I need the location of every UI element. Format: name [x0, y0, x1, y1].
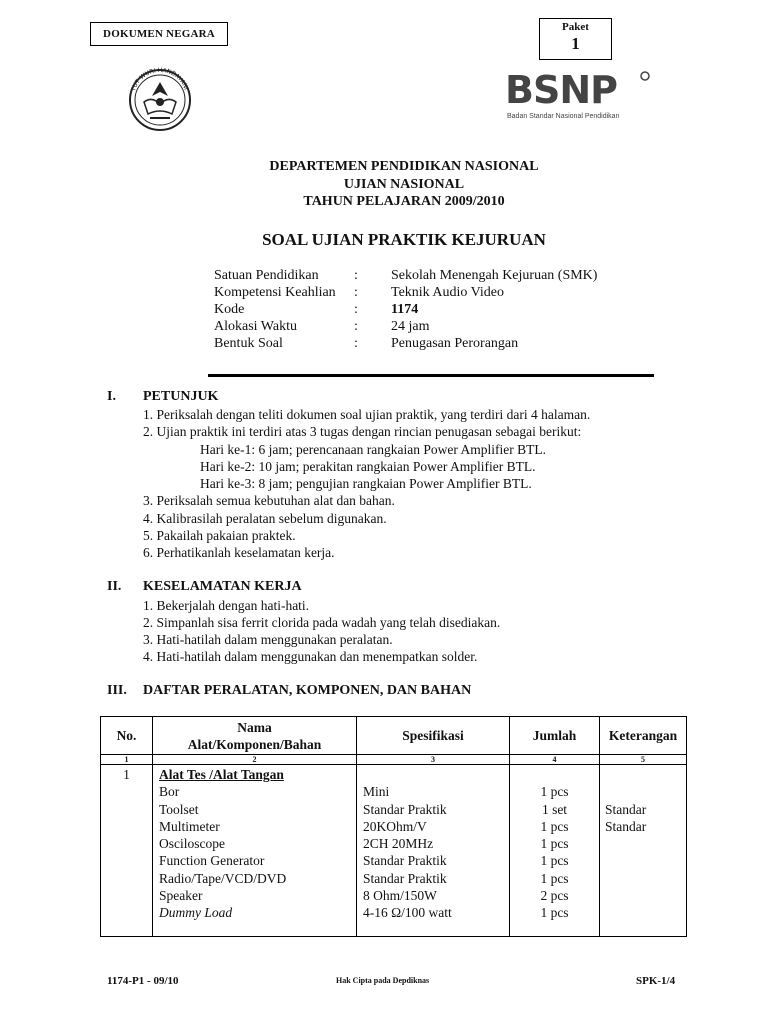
- paket-number: 1: [571, 34, 580, 53]
- sec1-item: 5. Pakailah pakaian praktek.: [143, 528, 296, 543]
- paket-label: Paket: [562, 21, 589, 33]
- footer-code: 1174-P1 - 09/10: [107, 975, 179, 987]
- info-value: 24 jam: [391, 319, 430, 334]
- item-spec: 8 Ohm/150W: [363, 888, 437, 904]
- item-jumlah: 1 pcs: [540, 836, 569, 852]
- tut-wuri-seal-icon: [122, 62, 198, 132]
- item-nama: Dummy Load: [159, 905, 233, 921]
- sec1-item: 6. Perhatikanlah keselamatan kerja.: [143, 545, 335, 560]
- info-sep: :: [354, 336, 358, 351]
- svg-text:BSNP: BSNP: [505, 70, 617, 108]
- sec2-item: 3. Hati-hatilah dalam menggunakan peralatan.: [143, 632, 393, 647]
- col-number: 3: [357, 755, 510, 765]
- info-value: Sekolah Menengah Kejuruan (SMK): [391, 268, 598, 283]
- doc-label: DOKUMEN NEGARA: [103, 28, 215, 40]
- col-number: 5: [600, 755, 687, 765]
- info-value: Teknik Audio Video: [391, 285, 505, 300]
- item-jumlah: 1 set: [541, 801, 568, 817]
- doc-label-box: [90, 22, 228, 46]
- item-spec: Standar Praktik: [363, 801, 447, 817]
- item-ket: [605, 783, 686, 800]
- paket-box: [539, 18, 612, 60]
- item-jumlah: 1 pcs: [540, 853, 569, 869]
- jumlah-column: [510, 765, 600, 937]
- item-nama: Function Generator: [159, 853, 265, 869]
- header-spesifikasi: Spesifikasi: [357, 717, 510, 755]
- item-nama: Radio/Tape/VCD/DVD: [159, 870, 287, 886]
- sec1-title: PETUNJUK: [143, 389, 219, 404]
- info-label: Kode: [214, 302, 245, 317]
- item-spec: Standar Praktik: [363, 870, 447, 886]
- header-no: No.: [101, 717, 153, 755]
- info-label: Alokasi Waktu: [214, 319, 297, 334]
- sec2-title: KESELAMATAN KERJA: [143, 579, 302, 594]
- item-jumlah: 2 pcs: [540, 888, 569, 904]
- sec1-item: 3. Periksalah semua kebutuhan alat dan bahan.: [143, 493, 395, 508]
- keterangan-column: [600, 765, 687, 937]
- item-nama: Toolset: [159, 801, 199, 817]
- col-number: 2: [153, 755, 357, 765]
- item-spec: 2CH 20MHz: [363, 836, 434, 852]
- sec3-title: DAFTAR PERALATAN, KOMPONEN, DAN BAHAN: [143, 683, 472, 698]
- item-jumlah: 1 pcs: [540, 784, 569, 800]
- item-nama: Bor: [159, 784, 180, 800]
- header-nama-line1: Nama: [237, 719, 272, 735]
- info-label: Kompetensi Keahlian: [214, 285, 336, 300]
- sec1-item: 1. Periksalah dengan teliti dokumen soal ujian praktik, yang terdiri dari 4 halaman.: [143, 407, 591, 422]
- info-row: [214, 319, 597, 336]
- item-nama: Multimeter: [159, 818, 220, 834]
- title-line1: DEPARTEMEN PENDIDIKAN NASIONAL: [269, 159, 539, 174]
- item-jumlah: 1 pcs: [540, 818, 569, 834]
- divider: [208, 374, 654, 377]
- info-sep: :: [354, 285, 358, 300]
- info-row: [214, 336, 597, 353]
- header-nama-line2: Alat/Komponen/Bahan: [187, 736, 322, 752]
- svg-text:TUT WURI HANDAYANI: TUT WURI HANDAYANI: [129, 66, 190, 93]
- bsnp-logo: [505, 70, 655, 120]
- sec2-item: 1. Bekerjalah dengan hati-hati.: [143, 598, 310, 613]
- sec1-number: I.: [107, 389, 116, 404]
- col-number: 1: [101, 755, 153, 765]
- spesifikasi-column: [357, 765, 510, 937]
- info-row: [214, 302, 597, 319]
- equipment-table: [100, 716, 687, 937]
- item-jumlah: 1 pcs: [540, 870, 569, 886]
- nama-column: [153, 765, 357, 937]
- sec3-number: III.: [107, 683, 127, 698]
- sec1-item: 2. Ujian praktik ini terdiri atas 3 tugas dengan rincian penugasan sebagai berikut:: [143, 424, 582, 439]
- info-sep: :: [354, 268, 358, 283]
- info-label: Bentuk Soal: [214, 336, 283, 351]
- sec1-subitem: Hari ke-2: 10 jam; perakitan rangkaian Power Amplifier BTL.: [200, 459, 536, 474]
- sec2-item: 2. Simpanlah sisa ferrit clorida pada wadah yang telah disediakan.: [143, 615, 501, 630]
- header-nama: [153, 717, 357, 755]
- info-sep: :: [354, 319, 358, 334]
- title-line2: UJIAN NASIONAL: [343, 177, 465, 192]
- exam-info: [214, 268, 597, 353]
- sec1-subitem: Hari ke-3: 8 jam; pengujian rangkaian Power Amplifier BTL.: [200, 476, 532, 491]
- item-ket: Standar: [605, 818, 647, 834]
- title-line3: TAHUN PELAJARAN 2009/2010: [303, 194, 505, 209]
- table-body-row: [101, 765, 687, 937]
- table-header-row: [101, 717, 687, 755]
- footer-page: SPK-1/4: [636, 975, 676, 987]
- info-value: 1174: [391, 302, 419, 317]
- info-value: Penugasan Perorangan: [391, 336, 519, 351]
- item-nama: Osciloscope: [159, 836, 225, 852]
- item-spec: Mini: [363, 784, 390, 800]
- header-keterangan: Keterangan: [600, 717, 687, 755]
- item-ket: Standar: [605, 801, 647, 817]
- footer-copyright: Hak Cipta pada Depdiknas: [336, 976, 430, 985]
- info-row: [214, 268, 597, 285]
- sec1-subitem: Hari ke-1: 6 jam; perencanaan rangkaian Power Amplifier BTL.: [200, 442, 546, 457]
- bsnp-tagline: Badan Standar Nasional Pendidikan: [507, 113, 620, 120]
- column-number-row: [101, 755, 687, 765]
- main-title: SOAL UJIAN PRAKTIK KEJURUAN: [262, 230, 546, 249]
- info-sep: :: [354, 302, 358, 317]
- info-row: [214, 285, 597, 302]
- item-spec: 20KOhm/V: [363, 818, 427, 834]
- item-spec: Standar Praktik: [363, 853, 447, 869]
- group-no: 1: [101, 765, 153, 937]
- info-label: Satuan Pendidikan: [214, 268, 319, 283]
- sec2-number: II.: [107, 579, 122, 594]
- item-nama: Speaker: [159, 888, 203, 904]
- header-jumlah: Jumlah: [510, 717, 600, 755]
- group-title: Alat Tes /Alat Tangan: [159, 767, 284, 782]
- sec2-item: 4. Hati-hatilah dalam menggunakan dan menempatkan solder.: [143, 649, 478, 664]
- sec1-item: 4. Kalibrasilah peralatan sebelum digunakan.: [143, 511, 387, 526]
- item-spec: 4-16 Ω/100 watt: [363, 905, 452, 921]
- item-jumlah: 1 pcs: [540, 905, 569, 921]
- col-number: 4: [510, 755, 600, 765]
